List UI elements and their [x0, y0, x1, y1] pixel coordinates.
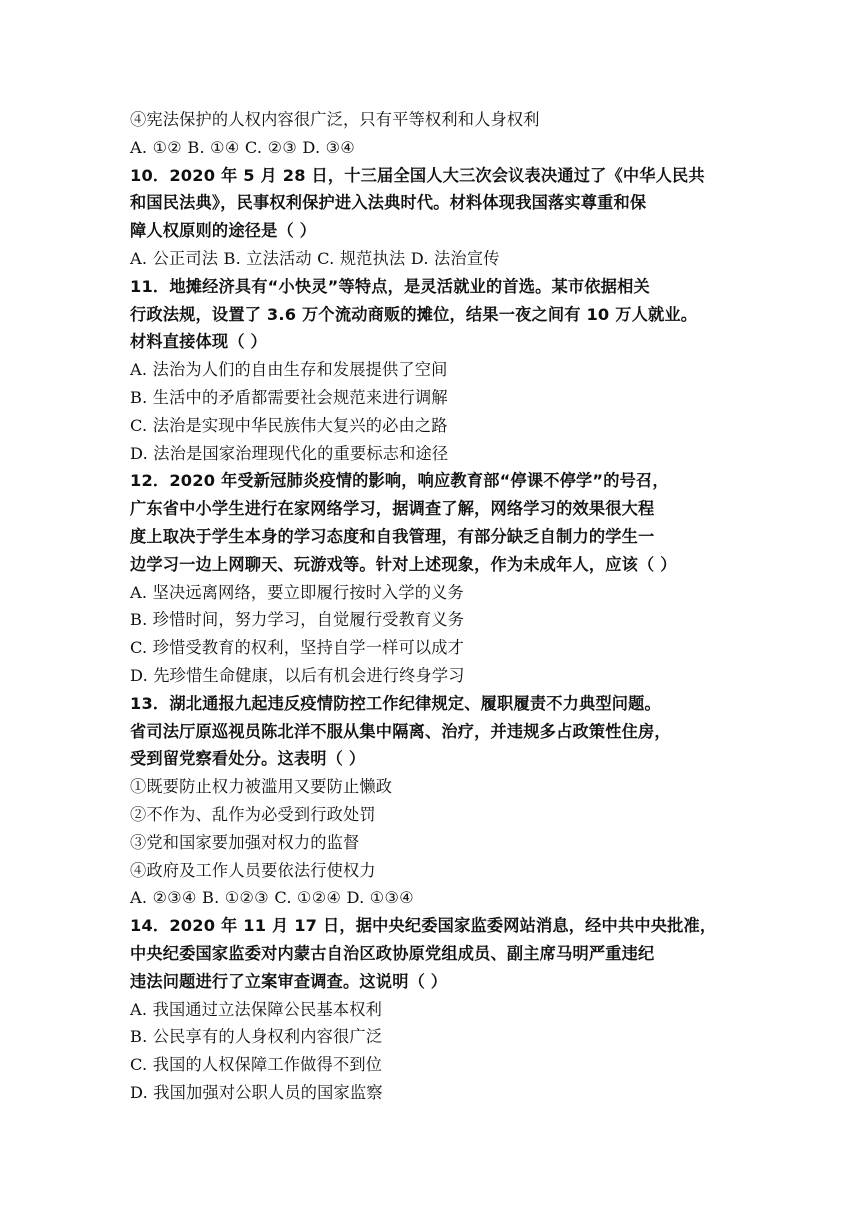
q12-stem-line-3: 度上取决于学生本身的学习态度和自我管理，有部分缺乏自制力的学生一 — [130, 526, 655, 546]
q14-stem-line-1: 14．2020 年 11 月 17 日，据中央纪委国家监委网站消息，经中共中央批准， — [130, 916, 717, 936]
q11-stem-line-1: 11．地摊经济具有“小快灵”等特点，是灵活就业的首选。某市依据相关 — [130, 276, 650, 296]
exam-page — [130, 106, 730, 1107]
q10-stem-line-3: 障人权原则的途径是（ ） — [130, 221, 317, 241]
q9-answer-options: A. ①② B. ①④ C. ②③ D. ③④ — [130, 137, 356, 157]
q11-option-b: B. 生活中的矛盾都需要社会规范来进行调解 — [130, 387, 448, 407]
q14-stem-line-2: 中央纪委国家监委对内蒙古自治区政协原党组成员、副主席马明严重违纪 — [130, 943, 655, 963]
q13-stem-line-1: 13．湖北通报九起违反疫情防控工作纪律规定、履职履责不力典型问题。 — [130, 693, 661, 713]
q13-statement-1: ①既要防止权力被滥用又要防止懒政 — [130, 777, 393, 797]
q12-option-d: D. 先珍惜生命健康，以后有机会进行终身学习 — [130, 665, 465, 685]
q12-stem-line-1: 12．2020 年受新冠肺炎疫情的影响，响应教育部“停课不停学”的号召， — [130, 471, 669, 491]
q12-option-c: C. 珍惜受教育的权利，坚持自学一样可以成才 — [130, 638, 465, 658]
q12-stem-line-4: 边学习一边上网聊天、玩游戏等。针对上述现象，作为未成年人，应该（ ） — [130, 554, 677, 574]
q12-stem-line-2: 广东省中小学生进行在家网络学习，据调查了解，网络学习的效果很大程 — [130, 499, 655, 519]
q14-stem-line-3: 违法问题进行了立案审查调查。这说明（ ） — [130, 971, 448, 991]
q13-statement-4: ④政府及工作人员要依法行使权力 — [130, 860, 376, 880]
q13-stem-line-2: 省司法厅原巡视员陈北洋不服从集中隔离、治疗，并违规多占政策性住房， — [130, 721, 671, 741]
q10-stem-line-1: 10．2020 年 5 月 28 日，十三届全国人大三次会议表决通过了《中华人民共 — [130, 165, 705, 185]
q9-statement-4: ④宪法保护的人权内容很广泛，只有平等权利和人身权利 — [130, 110, 540, 129]
q11-option-d: D. 法治是国家治理现代化的重要标志和途径 — [130, 443, 449, 463]
q14-option-c: C. 我国的人权保障工作做得不到位 — [130, 1055, 383, 1075]
q14-option-a: A. 我国通过立法保障公民基本权利 — [130, 999, 383, 1019]
q10-stem-line-2: 和国民法典》，民事权利保护进入法典时代。材料体现我国落实尊重和保 — [130, 193, 647, 213]
q13-statement-3: ③党和国家要加强对权力的监督 — [130, 832, 360, 852]
q11-option-a: A. 法治为人们的自由生存和发展提供了空间 — [130, 360, 448, 380]
q14-option-b: B. 公民享有的人身权利内容很广泛 — [130, 1027, 383, 1047]
q13-stem-line-3: 受到留党察看处分。这表明（ ） — [130, 749, 366, 769]
q11-stem-line-3: 材料直接体现（ ） — [130, 332, 267, 352]
q13-statement-2: ②不作为、乱作为必受到行政处罚 — [130, 804, 376, 824]
q13-answer-options: A. ②③④ B. ①②③ C. ①②④ D. ①③④ — [130, 888, 414, 908]
q12-option-a: A. 坚决远离网络，要立即履行按时入学的义务 — [130, 582, 464, 602]
q12-option-b: B. 珍惜时间，努力学习，自觉履行受教育义务 — [130, 610, 465, 630]
q14-option-d: D. 我国加强对公职人员的国家监察 — [130, 1082, 383, 1102]
q10-answer-options: A. 公正司法 B. 立法活动 C. 规范执法 D. 法治宣传 — [130, 248, 500, 268]
q11-stem-line-2: 行政法规，设置了 3.6 万个流动商贩的摊位，结果一夜之间有 10 万人就业。 — [130, 304, 698, 324]
q11-option-c: C. 法治是实现中华民族伟大复兴的必由之路 — [130, 415, 448, 435]
